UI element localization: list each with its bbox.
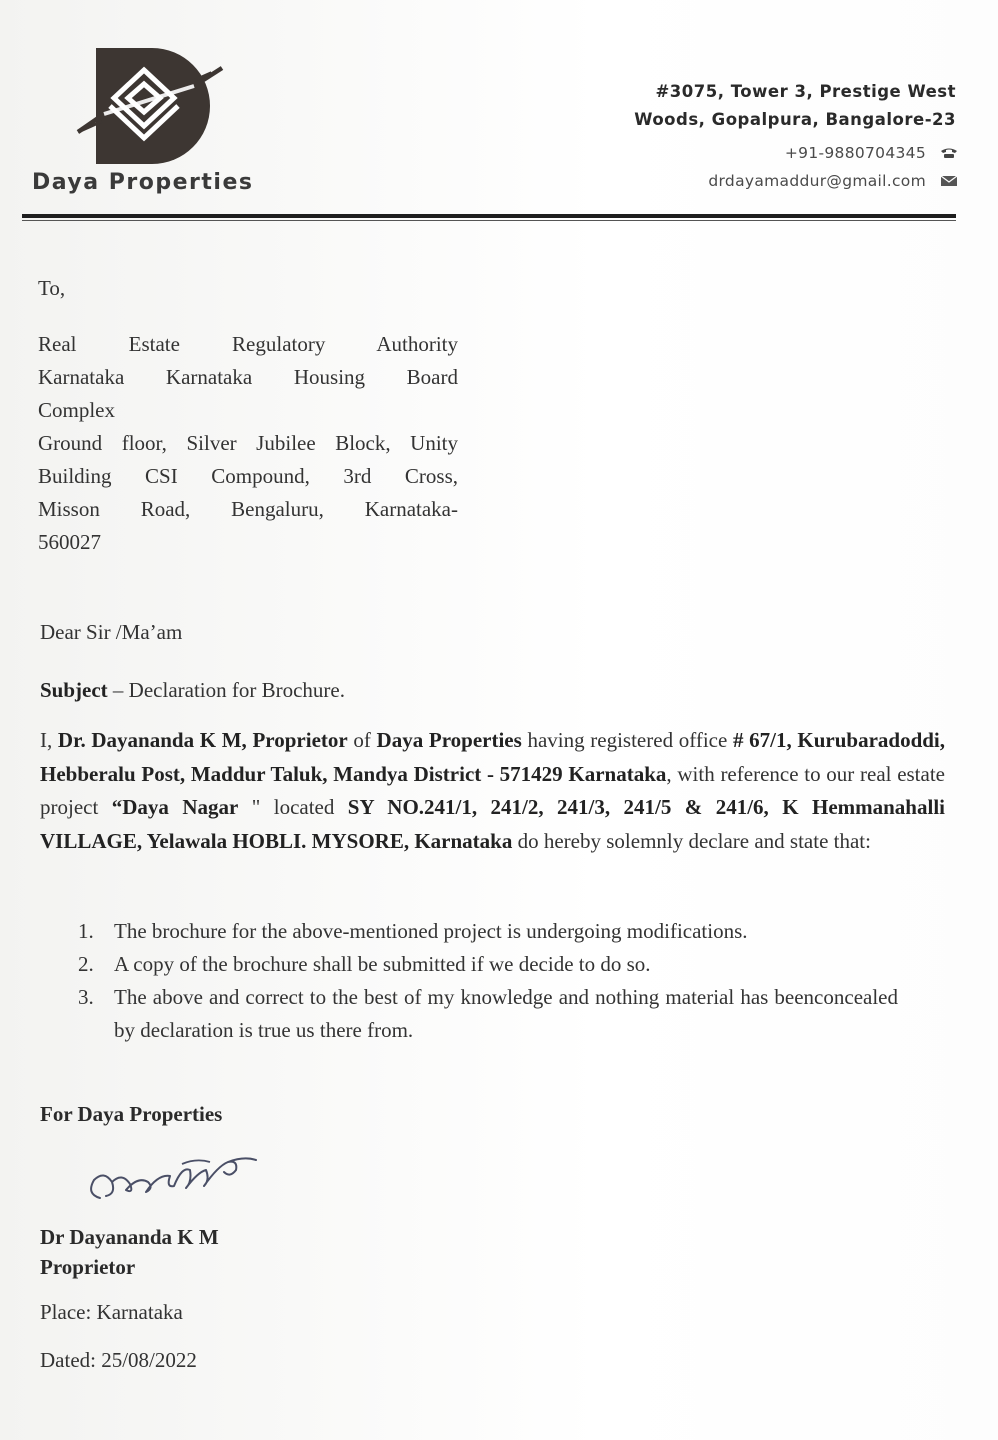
place-line: Place: Karnataka — [40, 1300, 183, 1324]
recipient-line: Karnataka Karnataka Housing Board — [38, 365, 458, 389]
company-name: Daya Properties — [32, 170, 254, 195]
recipient-line: Complex — [38, 398, 115, 422]
recipient-line: 560027 — [38, 530, 101, 554]
recipient-line: Ground floor, Silver Jubilee Block, Unity — [38, 431, 458, 455]
declaration-text: of — [347, 728, 377, 752]
project-name: “Daya Nagar — [111, 795, 239, 819]
address-line-2: Woods, Gopalpura, Bangalore-23 — [634, 110, 956, 129]
address-line-1: #3075, Tower 3, Prestige West — [655, 82, 956, 101]
for-company-label: For Daya Properties — [40, 1102, 223, 1126]
subject-label: Subject — [40, 678, 108, 702]
declaration-points — [78, 915, 898, 1047]
list-item — [78, 948, 898, 981]
declarant-name: Dr. Dayananda K M, Proprietor — [57, 728, 348, 752]
phone-row — [785, 144, 958, 162]
letterhead-divider-thin — [22, 220, 956, 221]
telephone-icon — [940, 147, 958, 159]
handwritten-signature — [78, 1136, 268, 1216]
date-line: Dated: 25/08/2022 — [40, 1348, 197, 1372]
project-location: SY NO.241/1, 241/2, 241/3, 241/5 & 241/6, K Hemmanahalli VILLAGE, Yelawala HOBLI. MYSORE, Karnataka — [40, 795, 945, 853]
recipient-line: Building CSI Compound, 3rd Cross, — [38, 464, 458, 488]
email-address: drdayamaddur@gmail.com — [708, 172, 926, 190]
declaration-text: " located — [238, 795, 348, 819]
list-text: The brochure for the above-mentioned project is undergoing modifications. — [114, 919, 748, 943]
email-row — [708, 172, 958, 190]
declaration-text: I, — [40, 728, 58, 752]
daya-properties-logo — [74, 40, 234, 170]
envelope-icon — [940, 175, 958, 187]
declaration-text: do hereby solemnly declare and state that: — [512, 828, 871, 853]
list-text: The above and correct to the best of my knowledge and nothing material has beenconcealed by declaration is true us there from. — [114, 985, 898, 1042]
subject-line — [40, 674, 345, 707]
registered-office: # 67/1, Kurubaradoddi, Hebberalu Post, Maddur Taluk, Mandya District - 571429 Karnataka — [40, 728, 946, 786]
salutation: Dear Sir /Ma’am — [40, 620, 183, 644]
recipient-line: Real Estate Regulatory Authority — [38, 332, 458, 356]
declaration-text: having registered office — [521, 728, 733, 752]
phone-number: +91-9880704345 — [784, 144, 926, 162]
list-text: A copy of the brochure shall be submitted if we decide to do so. — [114, 952, 651, 976]
list-item — [78, 915, 898, 948]
list-number: 3. — [78, 985, 94, 1009]
list-number: 1. — [78, 919, 94, 943]
declaration-text: , with reference to our real estate project — [40, 761, 945, 819]
signer-name: Dr Dayananda K M — [40, 1225, 219, 1249]
letterhead-divider — [22, 214, 956, 218]
list-number: 2. — [78, 952, 94, 976]
to-label: To, — [38, 276, 66, 300]
signer-title: Proprietor — [40, 1255, 136, 1279]
firm-name: Daya Properties — [376, 728, 522, 752]
list-item — [78, 981, 898, 1047]
recipient-line: Misson Road, Bengaluru, Karnataka- — [38, 497, 458, 521]
signatory-block — [40, 1222, 219, 1282]
declaration-paragraph — [40, 724, 945, 858]
recipient-address — [38, 328, 458, 559]
subject-text: – Declaration for Brochure. — [107, 678, 345, 702]
